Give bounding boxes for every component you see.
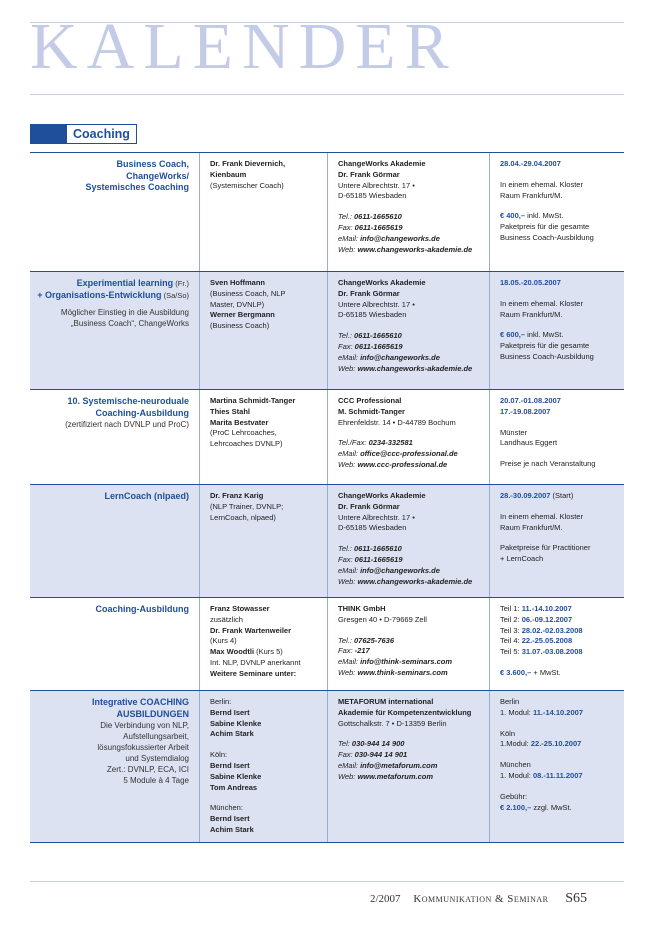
contact-line: METAFORUM international	[338, 697, 434, 706]
date-price-note: zzgl. MwSt.	[531, 802, 572, 812]
calendar-row	[30, 153, 624, 272]
date-price-line	[500, 491, 618, 502]
date-price-line	[500, 636, 618, 647]
contact-email[interactable]	[338, 449, 483, 460]
trainer-cell	[200, 390, 328, 484]
spacer	[338, 428, 483, 438]
contact-key: Web:	[338, 363, 358, 373]
event-title-line: Experimential learning (Fr.)	[76, 278, 189, 288]
calendar-row	[30, 598, 624, 691]
date-price-cell	[490, 485, 624, 597]
contact-line: CCC Professional	[338, 396, 402, 405]
contact-line: ChangeWorks Akademie	[338, 491, 426, 500]
trainer-line: Max Woodtli (Kurs 5)	[210, 647, 283, 657]
contact-value[interactable]: office@ccc-professional.de	[360, 449, 458, 459]
trainer-line: (ProC Lehrcoaches,	[210, 428, 277, 438]
date-price-text: Münster	[500, 427, 528, 437]
trainer-line: Kienbaum	[210, 169, 247, 179]
trainer-line: Lehrcoaches DVNLP)	[210, 439, 283, 449]
date-price-line	[500, 792, 618, 803]
contact-web[interactable]	[338, 364, 483, 375]
date-price-line	[500, 512, 618, 523]
event-title-note: (Sa/So)	[161, 290, 189, 300]
date-price-line	[500, 352, 618, 363]
event-cell	[30, 485, 200, 597]
contact-value: 0611-1665619	[354, 554, 403, 564]
date-price-text: 1. Modul:	[500, 770, 533, 780]
trainer-cell	[200, 485, 328, 597]
contact-line: Gresgen 40 • D-79669 Zell	[338, 614, 427, 624]
contact-key: eMail:	[338, 233, 361, 243]
contact-key: Fax:	[338, 222, 355, 232]
spacer	[500, 782, 618, 792]
contact-value[interactable]: info@changeworks.de	[360, 233, 440, 243]
contact-value[interactable]: info@metaforum.com	[360, 760, 438, 770]
contact-value[interactable]: www.changeworks-akademie.de	[357, 244, 473, 254]
trainer-line: (Kurs 4)	[210, 636, 237, 646]
date-price-text: 1.Modul:	[500, 739, 531, 749]
date-price-text: Paketpreis für die gesamte	[500, 341, 590, 351]
spacer	[500, 502, 618, 512]
trainer-line: Master, DVNLP)	[210, 299, 265, 309]
contact-key: Web:	[338, 576, 358, 586]
event-cell	[30, 390, 200, 484]
date-price-cell	[490, 598, 624, 690]
spacer	[500, 320, 618, 330]
contact-telfax	[338, 438, 483, 449]
date-price-line	[500, 554, 618, 565]
date-price-line	[500, 428, 618, 439]
contact-web[interactable]	[338, 245, 483, 256]
trainer-line: Bernd Isert	[210, 707, 250, 717]
contact-tel	[338, 739, 483, 750]
date-price-text: € 3.600,–	[500, 667, 532, 677]
date-price-line	[500, 615, 618, 626]
contact-cell	[328, 598, 490, 690]
date-price-text: Teil 1:	[500, 604, 522, 613]
contact-key: eMail:	[338, 760, 361, 770]
date-price-text: 18.05.-20.05.2007	[500, 278, 561, 287]
trainer-line: Bernd Isert	[210, 760, 250, 770]
trainer-line: Berlin:	[210, 697, 232, 706]
spacer	[500, 750, 618, 760]
event-description-line: Aufstellungsarbeit,	[123, 732, 189, 741]
contact-value[interactable]: info@changeworks.de	[360, 352, 440, 362]
trainer-line: Bernd Isert	[210, 814, 250, 824]
spacer	[338, 729, 483, 739]
date-value: 11.-14.10.2007	[521, 604, 572, 613]
date-price-line	[500, 278, 618, 289]
contact-web[interactable]	[338, 460, 483, 471]
date-price-note: inkl. MwSt.	[525, 211, 564, 221]
contact-cell	[328, 691, 490, 842]
contact-value: 030-944 14 900	[351, 739, 405, 749]
event-cell	[30, 153, 200, 271]
contact-value[interactable]: www.ccc-professional.de	[357, 459, 448, 469]
calendar-row	[30, 485, 624, 598]
contact-web[interactable]	[338, 772, 483, 783]
contact-line: Dr. Frank Görmar	[338, 169, 400, 179]
date-price-line	[500, 604, 618, 615]
issue-number: 2/2007	[370, 893, 401, 905]
contact-line: Dr. Frank Görmar	[338, 288, 400, 298]
contact-line: M. Schmidt-Tanger	[338, 406, 405, 416]
contact-key: Tel:	[338, 739, 352, 749]
date-price-text: Teil 2:	[500, 614, 522, 624]
trainer-line: Franz Stowasser	[210, 604, 270, 613]
contact-tel	[338, 544, 483, 555]
section-marker	[30, 124, 66, 144]
event-description-line: und Systemdialog	[125, 754, 189, 763]
trainer-line: Sabine Klenke	[210, 771, 262, 781]
contact-value[interactable]: www.think-seminars.com	[357, 667, 448, 677]
date-value: 22.-25.05.2008	[521, 636, 573, 646]
date-price-line	[500, 159, 618, 170]
date-price-text: € 400,–	[500, 211, 526, 221]
trainer-line: Thies Stahl	[210, 406, 251, 416]
contact-value: 0611-1665610	[353, 331, 402, 341]
footer	[370, 891, 587, 907]
date-price-text: 17.-19.08.2007	[500, 406, 551, 416]
spacer	[338, 534, 483, 544]
contact-value: 030-944 14 901	[354, 750, 408, 760]
contact-fax	[338, 750, 483, 761]
date-price-text: Preise je nach Veranstaltung	[500, 459, 596, 469]
trainer-line: Dr. Franz Karig	[210, 491, 264, 500]
date-price-cell	[490, 691, 624, 842]
date-price-text: Raum Frankfurt/M.	[500, 309, 563, 319]
contact-key: Tel./Fax:	[338, 438, 369, 448]
date-price-text: Raum Frankfurt/M.	[500, 190, 563, 200]
contact-line: ChangeWorks Akademie	[338, 278, 426, 287]
trainer-line: Weitere Seminare unter:	[210, 668, 297, 678]
date-price-line	[500, 647, 618, 658]
date-price-text: Teil 3:	[500, 625, 522, 635]
trainer-note: (Kurs 5)	[254, 647, 283, 657]
date-price-text: In einem ehemal. Kloster	[500, 511, 583, 521]
trainer-cell	[200, 691, 328, 842]
date-price-text: € 2.100,–	[500, 802, 532, 812]
date-price-line	[500, 233, 618, 244]
contact-key: Web:	[338, 667, 358, 677]
contact-line: ChangeWorks Akademie	[338, 159, 426, 168]
contact-value: 0611-1665610	[353, 544, 402, 554]
event-cell	[30, 598, 200, 690]
date-price-text: Raum Frankfurt/M.	[500, 522, 563, 532]
date-price-line	[500, 697, 618, 708]
date-price-text: Teil 4:	[500, 636, 522, 646]
contact-key: eMail:	[338, 565, 361, 575]
contact-fax	[338, 342, 483, 353]
contact-key: eMail:	[338, 449, 361, 459]
trainer-line: Dr. Frank Wartenweiler	[210, 625, 291, 635]
trainer-line: Köln:	[210, 750, 228, 760]
contact-value[interactable]: www.changeworks-akademie.de	[357, 363, 473, 373]
spacer	[338, 626, 483, 636]
date-price-text: Paketpreis für die gesamte	[500, 222, 590, 232]
date-value: 11.-14.10.2007	[532, 707, 583, 717]
trainer-cell	[200, 598, 328, 690]
trainer-cell	[200, 272, 328, 389]
contact-key: Fax:	[338, 341, 355, 351]
contact-tel	[338, 636, 483, 647]
contact-tel	[338, 331, 483, 342]
trainer-line: Achim Stark	[210, 824, 254, 834]
contact-key: Web:	[338, 459, 358, 469]
event-description-line: (zertifiziert nach DVNLP und ProC)	[65, 420, 189, 429]
event-title-note: (Fr.)	[173, 279, 189, 288]
spacer	[500, 201, 618, 211]
date-price-text: Landhaus Eggert	[500, 438, 558, 448]
trainer-line: (Business Coach)	[210, 321, 270, 331]
contact-fax	[338, 555, 483, 566]
date-price-text: Berlin	[500, 697, 520, 706]
date-price-text: Business Coach-Ausbildung	[500, 232, 594, 242]
date-price-line	[500, 708, 618, 719]
date-price-line	[500, 523, 618, 534]
contact-line: Gottschalkstr. 7 • D-13359 Berlin	[338, 718, 447, 728]
date-price-text: Teil 5:	[500, 647, 522, 657]
date-price-text: 20.07.-01.08.2007	[500, 396, 561, 405]
trainer-line: (NLP Trainer, DVNLP;	[210, 501, 284, 511]
magazine-name: Kommunikation & Seminar	[413, 893, 549, 905]
page-title: KALENDER	[30, 10, 458, 83]
date-value: 08.-11.11.2007	[532, 770, 583, 780]
contact-key: Tel.:	[338, 331, 354, 341]
contact-value: 0611-1665619	[354, 341, 403, 351]
contact-line: Ehrenfeldstr. 14 • D-44789 Bochum	[338, 417, 456, 427]
contact-key: Fax:	[338, 750, 355, 760]
date-price-line	[500, 771, 618, 782]
contact-key: Web:	[338, 244, 358, 254]
contact-fax	[338, 223, 483, 234]
contact-cell	[328, 272, 490, 389]
date-price-line	[500, 341, 618, 352]
trainer-line: Achim Stark	[210, 729, 254, 739]
contact-key: Tel.:	[338, 544, 354, 554]
contact-value: -217	[354, 646, 370, 656]
contact-line: D-65185 Wiesbaden	[338, 310, 407, 320]
date-price-line	[500, 729, 618, 740]
date-price-text: Gebühr:	[500, 791, 528, 801]
date-value: 22.-25.10.2007	[530, 739, 582, 749]
contact-value: 0611-1665610	[353, 212, 402, 222]
date-price-note: (Start)	[550, 491, 574, 500]
event-title-line: Coaching-Ausbildung	[95, 604, 189, 614]
event-description-line: „Business Coach“, ChangeWorks	[70, 319, 189, 328]
calendar-row	[30, 390, 624, 485]
date-price-line	[500, 459, 618, 470]
calendar-table	[30, 152, 624, 843]
contact-key: Tel.:	[338, 635, 354, 645]
event-title-line: ChangeWorks/	[126, 170, 189, 181]
trainer-line: München:	[210, 803, 243, 813]
contact-line: Dr. Frank Görmar	[338, 501, 400, 511]
date-price-text: Köln	[500, 728, 516, 738]
contact-web[interactable]	[338, 668, 483, 679]
spacer	[500, 418, 618, 428]
event-description-line: lösungsfokussierter Arbeit	[97, 743, 189, 752]
contact-line: D-65185 Wiesbaden	[338, 523, 407, 533]
contact-email[interactable]	[338, 566, 483, 577]
contact-value: 07625-7636	[353, 635, 395, 645]
trainer-line: Marita Bestvater	[210, 417, 269, 427]
calendar-row	[30, 691, 624, 843]
contact-web[interactable]	[338, 577, 483, 588]
spacer	[500, 533, 618, 543]
date-price-line	[500, 330, 618, 341]
date-price-cell	[490, 390, 624, 484]
trainer-line	[210, 793, 321, 803]
date-price-line	[500, 438, 618, 449]
event-description-line: Möglicher Einstieg in die Ausbildung	[60, 308, 189, 317]
spacer	[500, 289, 618, 299]
trainer-line: Tom Andreas	[210, 782, 258, 792]
contact-line: THINK GmbH	[338, 604, 386, 613]
trainer-line: Werner Bergmann	[210, 310, 275, 320]
date-price-note: + MwSt.	[531, 667, 561, 677]
date-value: 31.07.-03.08.2008	[521, 647, 583, 657]
date-price-cell	[490, 153, 624, 271]
contact-line: Untere Albrechtstr. 17 •	[338, 180, 415, 190]
date-price-line	[500, 310, 618, 321]
spacer	[500, 170, 618, 180]
spacer	[500, 449, 618, 459]
contact-cell	[328, 153, 490, 271]
date-price-line	[500, 396, 618, 407]
contact-line: Untere Albrechtstr. 17 •	[338, 512, 415, 522]
date-value: 06.-09.12.2007	[521, 614, 573, 624]
spacer	[500, 719, 618, 729]
section-label: Coaching	[66, 124, 137, 144]
event-description-line: 5 Module à 4 Tage	[123, 776, 189, 785]
contact-key: eMail:	[338, 352, 361, 362]
event-title-line: Coaching-Ausbildung	[95, 407, 189, 418]
contact-value[interactable]: www.changeworks-akademie.de	[357, 576, 473, 586]
date-price-text: In einem ehemal. Kloster	[500, 298, 583, 308]
contact-fax	[338, 646, 483, 657]
date-price-text: Paketpreise für Practitioner	[500, 543, 591, 553]
date-price-cell	[490, 272, 624, 389]
trainer-line: Int. NLP, DVNLP anerkannt	[210, 657, 301, 667]
trainer-line: (Business Coach, NLP	[210, 288, 286, 298]
contact-email[interactable]	[338, 761, 483, 772]
spacer	[338, 202, 483, 212]
contact-email[interactable]	[338, 234, 483, 245]
date-value: 28.02.-02.03.2008	[521, 625, 583, 635]
event-title-line: LernCoach (nlpaed)	[104, 491, 189, 501]
date-price-line	[500, 407, 618, 418]
date-price-text: 28.-30.09.2007	[500, 491, 551, 500]
date-price-line	[500, 543, 618, 554]
contact-value[interactable]: info@think-seminars.com	[360, 657, 453, 667]
date-price-line	[500, 760, 618, 771]
trainer-line: zusätzlich	[210, 614, 243, 624]
event-title-line: Integrative COACHING	[91, 697, 189, 707]
contact-key: Fax:	[338, 646, 355, 656]
trainer-line: LernCoach, nlpaed)	[210, 512, 276, 522]
event-title-line: + Organisations-Entwicklung (Sa/So)	[37, 289, 189, 300]
contact-key: eMail:	[338, 657, 361, 667]
contact-key: Fax:	[338, 554, 355, 564]
section-header	[30, 124, 137, 144]
event-title-line: 10. Systemische-neuroduale	[67, 396, 189, 406]
date-price-line	[500, 739, 618, 750]
contact-line: Akademie für Kompetenzentwicklung	[338, 707, 472, 717]
event-title-line: Business Coach,	[116, 159, 189, 169]
date-price-line	[500, 803, 618, 814]
contact-email[interactable]	[338, 353, 483, 364]
page-number: S65	[565, 891, 588, 906]
contact-cell	[328, 390, 490, 484]
date-price-line	[500, 222, 618, 233]
trainer-line: (Systemischer Coach)	[210, 180, 284, 190]
date-price-text: + LernCoach	[500, 554, 544, 564]
date-price-line	[500, 211, 618, 222]
event-description-line: Zert.: DVNLP, ECA, ICI	[106, 765, 189, 774]
event-description-line: Die Verbindung von NLP,	[100, 721, 189, 730]
contact-tel	[338, 212, 483, 223]
date-price-line	[500, 299, 618, 310]
event-cell	[30, 691, 200, 842]
date-price-line	[500, 626, 618, 637]
title-rule	[30, 94, 624, 95]
contact-value[interactable]: info@changeworks.de	[360, 565, 440, 575]
contact-line: D-65185 Wiesbaden	[338, 191, 407, 201]
contact-email[interactable]	[338, 657, 483, 668]
date-price-note: inkl. MwSt.	[525, 330, 564, 340]
spacer	[338, 321, 483, 331]
date-price-text: In einem ehemal. Kloster	[500, 179, 583, 189]
trainer-line: Sabine Klenke	[210, 718, 262, 728]
footer-rule	[30, 881, 624, 882]
date-price-line	[500, 180, 618, 191]
trainer-line	[210, 740, 321, 750]
event-title-line: Systemisches Coaching	[85, 182, 189, 192]
event-cell	[30, 272, 200, 389]
date-price-text: 1. Modul:	[500, 707, 533, 717]
contact-line: Untere Albrechtstr. 17 •	[338, 299, 415, 309]
date-price-text: Business Coach-Ausbildung	[500, 351, 594, 361]
calendar-row	[30, 272, 624, 390]
event-title-line: AUSBILDUNGEN	[116, 708, 189, 719]
contact-key: Tel.:	[338, 212, 354, 222]
trainer-line: Dr. Frank Dievernich,	[210, 159, 286, 168]
date-price-text: München	[500, 760, 531, 770]
contact-key: Web:	[338, 771, 358, 781]
contact-value[interactable]: www.metaforum.com	[357, 771, 434, 781]
trainer-line: Sven Hoffmann	[210, 278, 266, 287]
contact-value: 0234-332581	[368, 438, 413, 448]
date-price-text: € 600,–	[500, 330, 526, 340]
contact-cell	[328, 485, 490, 597]
contact-value: 0611-1665619	[354, 222, 403, 232]
date-price-line	[500, 668, 618, 679]
spacer	[500, 658, 618, 668]
trainer-line: Martina Schmidt-Tanger	[210, 396, 296, 405]
date-price-text: 28.04.-29.04.2007	[500, 159, 561, 168]
trainer-cell	[200, 153, 328, 271]
date-price-line	[500, 191, 618, 202]
